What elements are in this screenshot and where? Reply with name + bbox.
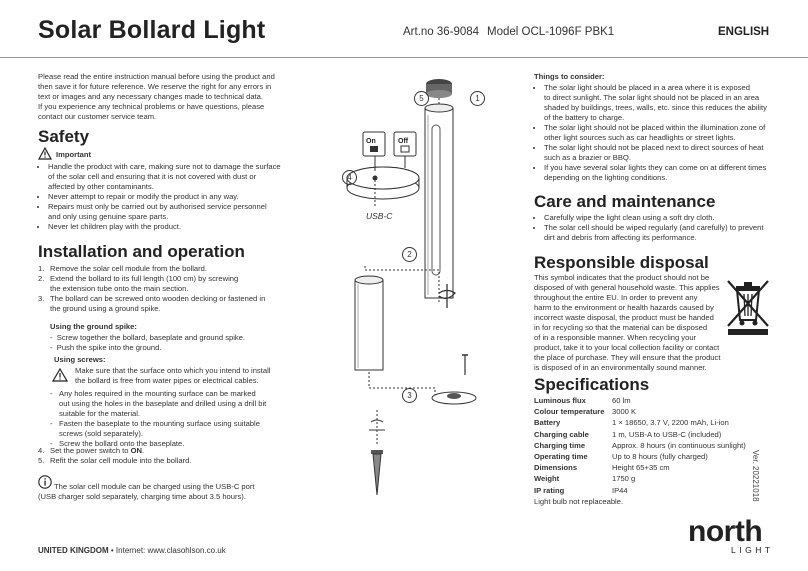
spec-value: 60 lm bbox=[612, 396, 631, 405]
care-heading: Care and maintenance bbox=[534, 192, 716, 211]
specifications-heading: Specifications bbox=[534, 375, 650, 394]
care-list bbox=[534, 213, 796, 243]
installation-diagram bbox=[335, 70, 510, 510]
spec-key: Battery bbox=[534, 418, 561, 428]
installation-steps: 1. Remove the solar cell module from the bollard. 2. Extend the bollard to its full length (100 cm) by screwing the extension tube onto the main section. 3. The bollard can be screwed onto wooden decking or fastened in the ground using a ground spike. bbox=[38, 264, 266, 313]
model-number: Model OCL-1096F PBK1 bbox=[487, 26, 615, 38]
spec-value: 3000 K bbox=[612, 407, 637, 417]
off-label: Off bbox=[398, 138, 409, 145]
spec-key: Luminous flux bbox=[534, 396, 586, 405]
list-item: • Never attempt to repair or modify the product in any way. bbox=[48, 192, 293, 202]
spec-row bbox=[534, 463, 746, 474]
list-item: • The solar cell should be wiped regularly (and carefully) to prevent dirt and debris from affecting its performance. bbox=[544, 223, 796, 243]
spec-value: IP44 bbox=[612, 485, 628, 495]
spec-row bbox=[534, 452, 746, 463]
callout-2: 2 bbox=[402, 247, 417, 262]
spec-row bbox=[534, 418, 746, 429]
considerations-heading: Things to consider: bbox=[534, 72, 605, 81]
spec-value: 1 × 18650, 3.7 V, 2200 mAh, Li-ion bbox=[612, 418, 729, 428]
spec-row bbox=[534, 396, 746, 407]
list-item: • The solar light should not be placed within the illumination zone of other light sources such as car headlights or street lights. bbox=[544, 123, 796, 143]
spec-row bbox=[534, 474, 746, 485]
callout-4: 4 bbox=[342, 170, 357, 185]
list-item: • The solar light should be placed in a area where it is exposed to direct sunlight. The solar light should not be placed in an area shaded by buildings, trees, walls, etc. since this reduces the ability of the battery to charge. bbox=[544, 83, 796, 123]
list-item: • Handle the product with care, making sure not to damage the surface of the solar cell and ensuring that it is not covered with dust or affected by other contaminants. bbox=[48, 162, 293, 192]
callout-5: 5 bbox=[414, 91, 429, 106]
installation-heading: Installation and operation bbox=[38, 242, 245, 261]
language-label: ENGLISH bbox=[718, 26, 770, 38]
list-item: • Never let children play with the product. bbox=[48, 222, 293, 232]
spec-row bbox=[534, 441, 746, 452]
specifications-table bbox=[534, 396, 746, 497]
header-divider bbox=[0, 57, 808, 58]
brand-logo-subtitle: LIGHT bbox=[731, 545, 774, 555]
list-item: • Repairs must only be carried out by authorised service personnel and only using genuine spare parts. bbox=[48, 202, 293, 222]
spec-row bbox=[534, 486, 746, 497]
spec-key: IP rating bbox=[534, 485, 565, 495]
screws-warning: Make sure that the surface onto which you intend to install the bollard is free from water pipes or electrical cables. bbox=[75, 366, 271, 385]
usb-c-label: USB-C bbox=[366, 211, 393, 221]
safety-list bbox=[38, 162, 293, 232]
list-item: • The solar light should not be placed next to direct sources of heat such as a brazier or BBQ. bbox=[544, 143, 796, 163]
spec-value: 1750 g bbox=[612, 474, 636, 484]
footer: UNITED KINGDOM • Internet: www.clasohlson.co.uk bbox=[38, 546, 226, 555]
list-item: • If you have several solar lights they can come on at different times depending on the lighting conditions. bbox=[544, 163, 796, 183]
warning-icon bbox=[52, 368, 68, 387]
spec-key: Charging cable bbox=[534, 429, 589, 439]
spec-key: Operating time bbox=[534, 451, 588, 461]
spec-value: Up to 8 hours (fully charged) bbox=[612, 451, 708, 461]
weee-bin-icon bbox=[724, 278, 772, 341]
spec-value: 1 m, USB-A to USB-C (included) bbox=[612, 429, 722, 439]
considerations-list bbox=[534, 83, 796, 183]
disposal-text: This symbol indicates that the product should not be disposed of with general household waste. This applies throughout the entire EU. In order to prevent any harm to the environment or health hazards caused by incorrect waste disposal, the product must be handed in for recycling so that the material can be disposed of in a responsible manner. When recycling your product, take it to your local collection facility or contact the place of purchase. They will ensure that the product is disposed of in an environmentally sound manner. bbox=[534, 273, 721, 372]
specifications-note: Light bulb not replaceable. bbox=[534, 497, 624, 506]
version-label: Ver. 20221018 bbox=[751, 450, 760, 502]
on-label: On bbox=[366, 138, 376, 145]
callout-3: 3 bbox=[402, 388, 417, 403]
screws-list: - Any holes required in the mounting surface can be marked out using the holes in the baseplate and drilled using a drill bit suitable for the material. - Fasten the baseplate to the mounting surface using suitable screws (sold separately). - Screw the bollard onto the baseplate. bbox=[50, 389, 267, 448]
disposal-heading: Responsible disposal bbox=[534, 253, 709, 272]
spec-key: Weight bbox=[534, 474, 560, 484]
spec-row bbox=[534, 407, 746, 418]
intro-text: Please read the entire instruction manual before using the product and then save it for future reference. We reserve the right for any errors in text or images and any necessary changes made to technical data. If you experience any technical problems or have questions, please contact our customer service team. bbox=[38, 72, 275, 121]
list-item: • Carefully wipe the light clean using a soft dry cloth. bbox=[544, 213, 796, 223]
spec-value: Height 65+35 cm bbox=[612, 463, 670, 473]
ground-spike-heading: Using the ground spike: bbox=[50, 322, 137, 331]
page-title: Solar Bollard Light bbox=[38, 16, 266, 44]
spec-key: Charging time bbox=[534, 440, 586, 450]
article-number: Art.no 36-9084 bbox=[403, 26, 480, 38]
screws-heading: Using screws: bbox=[54, 355, 106, 364]
spec-key: Colour temperature bbox=[534, 407, 605, 417]
spec-value: Approx. 8 hours (in continuous sunlight) bbox=[612, 440, 746, 450]
brand-logo: north bbox=[688, 515, 763, 548]
safety-heading: Safety bbox=[38, 127, 90, 146]
spec-row bbox=[534, 430, 746, 441]
callout-1: 1 bbox=[470, 91, 485, 106]
info-text: The solar cell module can be charged using the USB-C port (USB charger sold separately, charging time about 3.5 hours). bbox=[38, 482, 255, 501]
ground-spike-list: - Screw together the bollard, baseplate and ground spike. - Push the spike into the ground. bbox=[50, 333, 246, 352]
important-label: Important bbox=[56, 150, 92, 159]
installation-steps-4-5: 4. Set the power switch to ON. 5. Refit the solar cell module into the bollard. bbox=[38, 446, 192, 465]
spec-key: Dimensions bbox=[534, 463, 578, 473]
